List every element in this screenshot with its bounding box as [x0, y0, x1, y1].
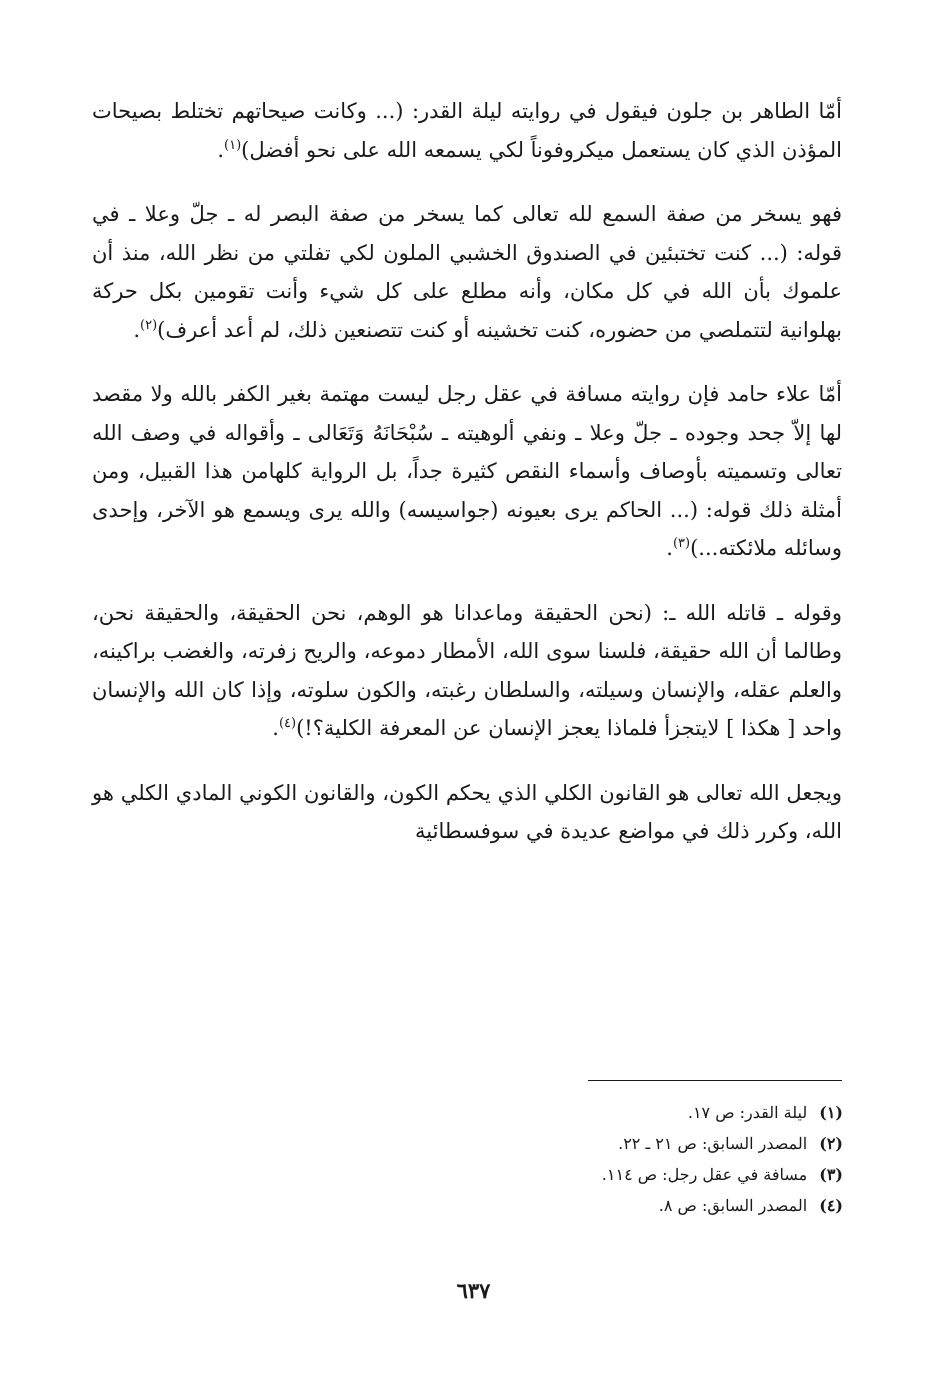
footnote-ref-3: (٣) [672, 536, 691, 551]
footnote-3 [423, 1159, 843, 1190]
footnote-number: (٤) [819, 1196, 843, 1215]
paragraph-2: فهو يسخر من صفة السمع لله تعالى كما يسخر من صفة البصر له ـ جلّ وعلا ـ في قوله: (... كنت تختبئين في الصندوق الخشبي الملون لكي تفلتي من نظر الله، منذ أن علموك بأن الله في كل مكان، وأنه مطلع على كل شيء وأنت تقومين بكل حركة بهلوانية لتتملصي من حضوره، كنت تخشينه أو كنت تتصنعين ذلك، لم أعد أعرف)$^{(٢)}$. [92, 202, 842, 342]
footnote-4 [423, 1190, 843, 1221]
footnote-2 [423, 1128, 843, 1159]
footnote-divider [588, 1080, 842, 1081]
footnote-number: (١) [819, 1103, 843, 1122]
paragraph-2-text: فهو يسخر من صفة السمع لله تعالى كما يسخر من صفة البصر له ـ جلّ وعلا ـ في قوله: (... كنت تختبئين في الصندوق الخشبي الملون لكي تفلتي من نظر الله، منذ أن علموك بأن الله في كل مكان، وأنه مطلع على كل شيء وأنت تقومين بكل حركة بهلوانية لتتملصي من حضوره، كنت تخشينه أو كنت تتصنعين ذلك، لم أعد أعرف) [92, 202, 842, 342]
footnote-number: (٢) [819, 1134, 843, 1153]
paragraph-4-text: وقوله ـ قاتله الله ـ: (نحن الحقيقة وماعدانا هو الوهم، نحن الحقيقة، والحقيقة نحن، وطالما أن الله حقيقة، فلسنا سوى الله، الأمطار دموعه، والريح زفرته، والغضب براكينه، والعلم عقله، والإنسان وسيلته، والسلطان رغبته، والكون سلوته، وإذا كان الله والإنسان واحد [ هكذا ] لايتجزأ فلماذا يعجز الإنسان عن المعرفة الكلية؟!) [92, 600, 842, 740]
footnote-text: المصدر السابق: ص ٨. [658, 1196, 808, 1215]
footnote-text: مسافة في عقل رجل: ص ١١٤. [601, 1165, 808, 1184]
paragraph-3-text: أمّا علاء حامد فإن روايته مسافة في عقل رجل ليست مهتمة بغير الكفر بالله ولا مقصد لها إلاّ جحد وجوده ـ جلّ وعلا ـ ونفي ألوهيته ـ سُبْحَانَهُ وَتَعَالى ـ وأقواله في وصف الله تعالى وتسميته بأوصاف وأسماء النقص كثيرة جداً، بل الرواية كلهامن هذا القبيل، ومن أمثلة ذلك قوله: (... الحاكم يرى بعيونه (جواسيسه) والله يرى ويسمع هو الآخر، وإحدى وسائله ملائكته...) [92, 382, 842, 560]
paragraph-1-text: أمّا الطاهر بن جلون فيقول في روايته ليلة القدر: (... وكانت صيحاتهم تختلط بصيحات المؤذن الذي كان يستعمل ميكروفوناً لكي يسمعه الله على نحو أفضل) [92, 99, 842, 162]
footnote-ref-4: (٤) [278, 716, 297, 731]
paragraph-5-text: ويجعل الله تعالى هو القانون الكلي الذي يحكم الكون، والقانون الكوني المادي الكلي هو الله، وكرر ذلك في مواضع عديدة في سوفسطائية [92, 780, 842, 843]
footnote-number: (٣) [819, 1165, 843, 1184]
footnote-1 [423, 1097, 843, 1128]
footnote-text: ليلة القدر: ص ١٧. [687, 1103, 808, 1122]
footnote-ref-2: (٢) [140, 317, 158, 333]
paragraph-5 [92, 774, 842, 851]
main-text [92, 92, 842, 877]
page-number: ٦٣٧ [456, 1278, 491, 1303]
footnote-ref-1: (١) [224, 137, 242, 153]
footnote-text: المصدر السابق: ص ٢١ ـ ٢٢. [618, 1134, 808, 1153]
footnotes [423, 1097, 843, 1221]
paragraph-1: أمّا الطاهر بن جلون فيقول في روايته ليلة القدر: (... وكانت صيحاتهم تختلط بصيحات المؤذن الذي كان يستعمل ميكروفوناً لكي يسمعه الله على نحو أفضل)$^{(١)}$. [92, 99, 842, 162]
paragraph-4: وقوله ـ قاتله الله ـ: (نحن الحقيقة وماعدانا هو الوهم، نحن الحقيقة، والحقيقة نحن، وطالما أن الله حقيقة، فلسنا سوى الله، الأمطار دموعه، والريح زفرته، والغضب براكينه، والعلم عقله، والإنسان وسيلته، والسلطان رغبته، والكون سلوته، وإذا كان الله والإنسان واحد [ هكذا ] لايتجزأ فلماذا يعجز الإنسان عن المعرفة الكلية؟!)$^{(٤)}$. [92, 600, 842, 740]
paragraph-3: أمّا علاء حامد فإن روايته مسافة في عقل رجل ليست مهتمة بغير الكفر بالله ولا مقصد لها إلاّ جحد وجوده ـ جلّ وعلا ـ ونفي ألوهيته ـ سُبْحَانَهُ وَتَعَالى ـ وأقواله في وصف الله تعالى وتسميته بأوصاف وأسماء النقص كثيرة جداً، بل الرواية كلهامن هذا القبيل، ومن أمثلة ذلك قوله: (... الحاكم يرى بعيونه (جواسيسه) والله يرى ويسمع هو الآخر، وإحدى وسائله ملائكته...)$^{(٣)}$. [92, 382, 842, 560]
